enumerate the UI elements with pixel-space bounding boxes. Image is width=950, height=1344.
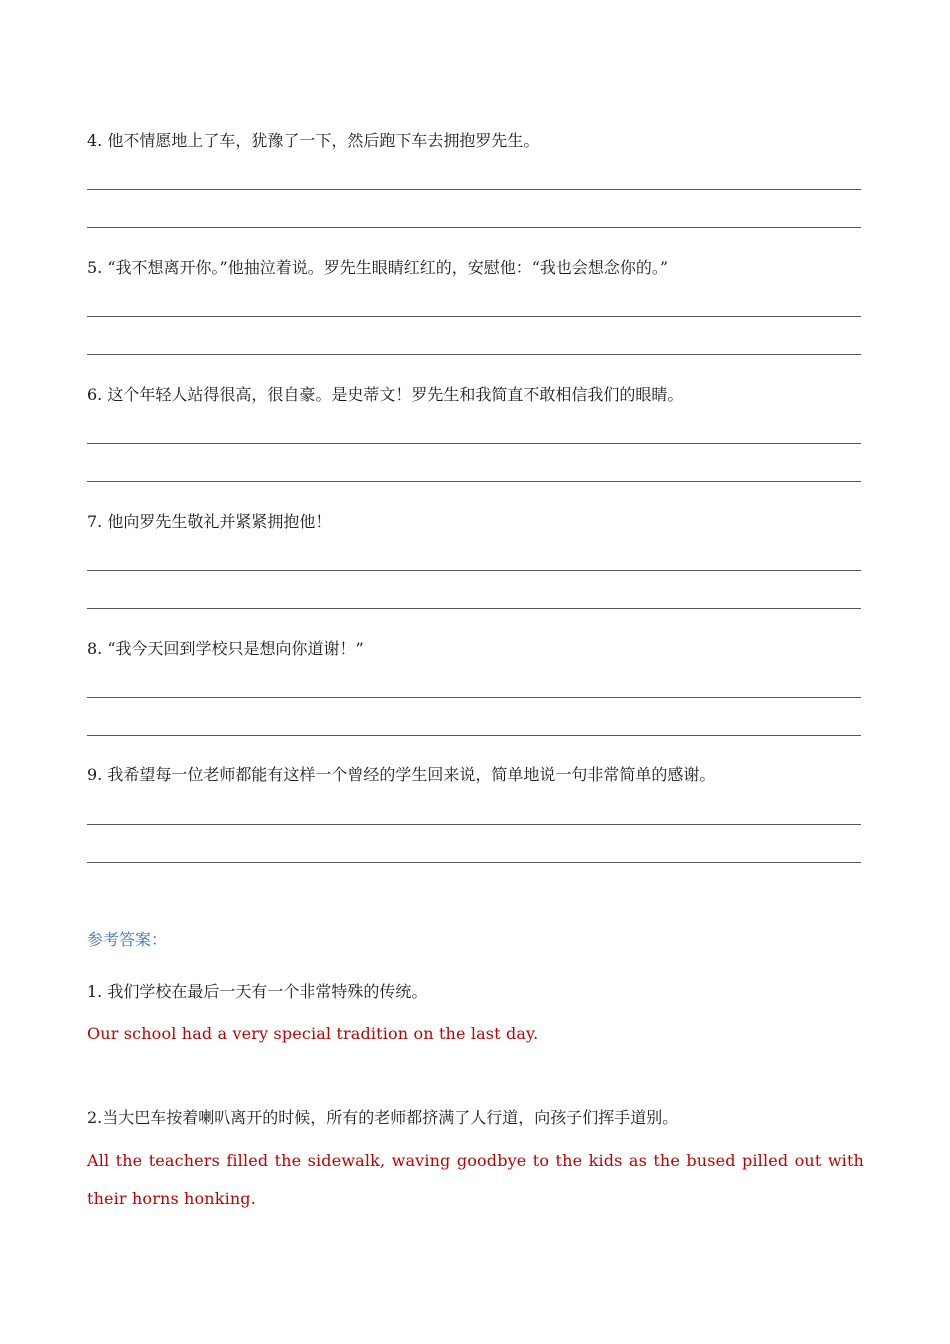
answer-2-chinese: 2.当大巴车按着喇叭离开的时候，所有的老师都挤满了人行道，向孩子们挥手道别。: [87, 1108, 679, 1127]
answer-line: [87, 570, 861, 571]
answer-line: [87, 824, 861, 825]
answer-line: [87, 443, 861, 444]
question-4: 4. 他不情愿地上了车，犹豫了一下，然后跑下车去拥抱罗先生。: [87, 131, 540, 150]
question-7: 7. 他向罗先生敬礼并紧紧拥抱他！: [87, 512, 332, 531]
answer-line: [87, 189, 861, 190]
question-9: 9. 我希望每一位老师都能有这样一个曾经的学生回来说，简单地说一句非常简单的感谢。: [87, 765, 716, 784]
reference-answers-title: 参考答案：: [87, 930, 168, 949]
question-8: 8. “我今天回到学校只是想向你道谢！”: [87, 639, 364, 658]
answer-line: [87, 862, 861, 863]
answer-line: [87, 227, 861, 228]
question-6: 6. 这个年轻人站得很高，很自豪。是史蒂文！罗先生和我简直不敢相信我们的眼睛。: [87, 385, 684, 404]
question-5: 5. “我不想离开你。”他抽泣着说。罗先生眼睛红红的，安慰他：“我也会想念你的。”: [87, 258, 669, 277]
answer-line: [87, 697, 861, 698]
answer-1-english: Our school had a very special tradition on the last day.: [87, 1024, 539, 1043]
answer-line: [87, 316, 861, 317]
answer-line: [87, 608, 861, 609]
answer-line: [87, 481, 861, 482]
answer-line: [87, 735, 861, 736]
answer-line: [87, 354, 861, 355]
answer-1-chinese: 1. 我们学校在最后一天有一个非常特殊的传统。: [87, 982, 428, 1001]
answer-2-english: All the teachers filled the sidewalk, waving goodbye to the kids as the bused pilled out with their horns honking.: [87, 1151, 864, 1208]
